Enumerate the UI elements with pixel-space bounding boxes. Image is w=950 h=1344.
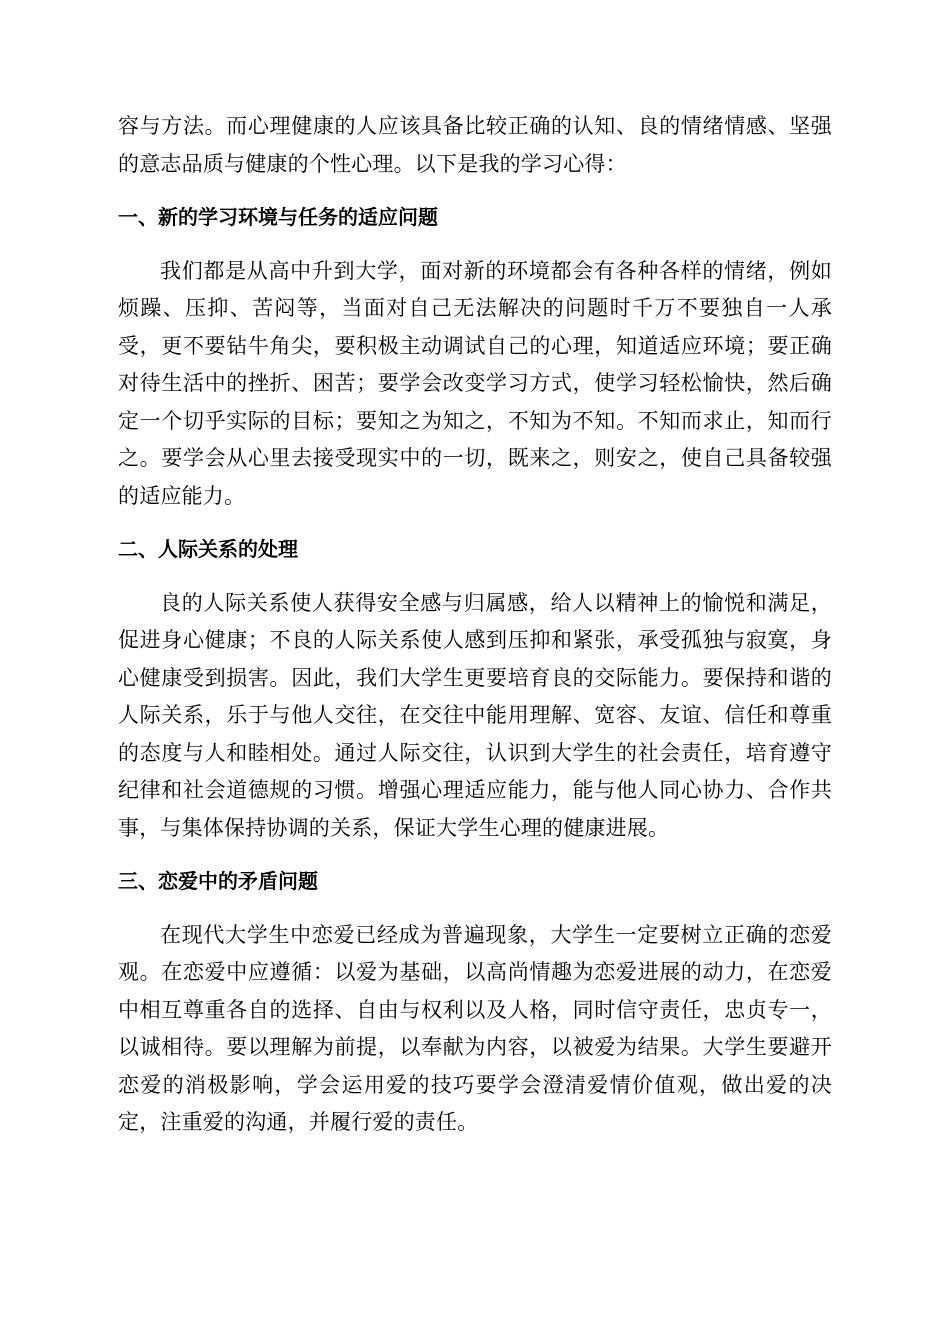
section-2-paragraph: 良的人际关系使人获得安全感与归属感，给人以精神上的愉悦和满足，促进身心健康；不良的人际关系使人感到压抑和紧张，承受孤独与寂寞，身心健康受到损害。因此，我们大学生更要培育良的交际能力。要保持和谐的人际关系，乐于与他人交往，在交往中能用理解、宽容、友谊、信任和尊重的态度与人和睦相处。通过人际交往，认识到大学生的社会责任，培育遵守纪律和社会道德规的习惯。增强心理适应能力，能与他人同心协力、合作共事，与集体保持协调的关系，保证大学生心理的健康进展。 [118, 590, 832, 840]
section-3-heading: 三、恋爱中的矛盾问题 [118, 869, 318, 893]
document-page [118, 108, 832, 1158]
intro-paragraph: 容与方法。而心理健康的人应该具备比较正确的认知、良的情绪情感、坚强的意志品质与健康的个性心理。以下是我的学习心得： [118, 114, 832, 176]
section-3-paragraph: 在现代大学生中恋爱已经成为普遍现象，大学生一定要树立正确的恋爱观。在恋爱中应遵循：以爱为基础，以高尚情趣为恋爱进展的动力，在恋爱中相互尊重各自的选择、自由与权利以及人格，同时信守责任，忠贞专一，以诚相待。要以理解为前提，以奉献为内容，以被爱为结果。大学生要避开恋爱的消极影响，学会运用爱的技巧要学会澄清爱情价值观，做出爱的决定，注重爱的沟通，并履行爱的责任。 [118, 922, 832, 1134]
section-1-heading: 一、新的学习环境与任务的适应问题 [118, 205, 438, 229]
section-2-heading: 二、人际关系的处理 [118, 537, 298, 561]
section-1-paragraph: 我们都是从高中升到大学，面对新的环境都会有各种各样的情绪，例如烦躁、压抑、苦闷等，当面对自己无法解决的问题时千万不要独自一人承受，更不要钻牛角尖，要积极主动调试自己的心理，知道适应环境；要正确对待生活中的挫折、困苦；要学会改变学习方式，使学习轻松愉快，然后确定一个切乎实际的目标；要知之为知之，不知为不知。不知而求止，知而行之。要学会从心里去接受现实中的一切，既来之，则安之，使自己具备较强的适应能力。 [118, 258, 832, 508]
